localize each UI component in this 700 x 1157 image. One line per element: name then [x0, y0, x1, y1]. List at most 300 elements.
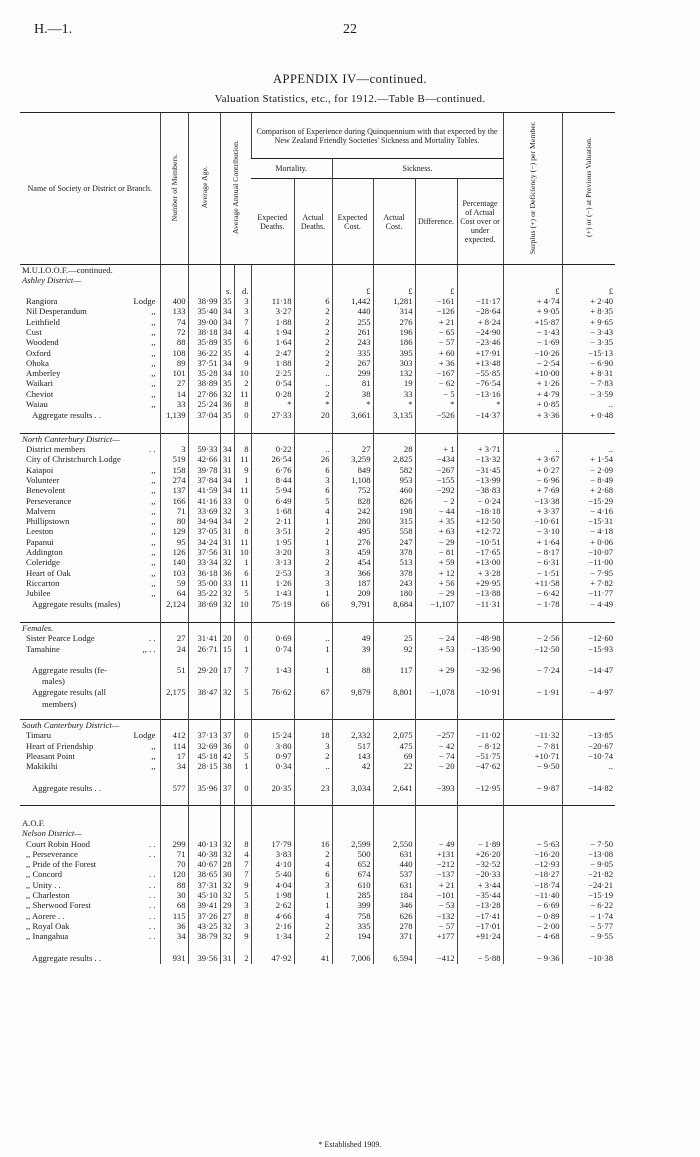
cell-ec	[332, 709, 373, 720]
cell-pv: + 7·82	[562, 578, 615, 588]
cell-sp	[503, 818, 562, 828]
cell-ec	[332, 771, 373, 781]
cell-ad: 3	[294, 741, 332, 751]
cell-s: 34	[220, 516, 234, 526]
table-row	[20, 644, 615, 654]
cell-pc: +12·50	[457, 516, 503, 526]
cell-ac	[373, 433, 415, 444]
col-percentage: Percentage of Actual Cost over or under expected.	[457, 179, 503, 265]
cell-sp: +15·87	[503, 316, 562, 326]
col-sickness: Sickness.	[332, 159, 503, 179]
cell-df: −434	[415, 454, 457, 464]
cell-ad	[294, 794, 332, 806]
cell-ad	[294, 421, 332, 433]
cell-pv: − 3·35	[562, 337, 615, 347]
cell-ac: 513	[373, 557, 415, 567]
row-label	[20, 421, 160, 433]
cell-ec	[332, 622, 373, 633]
cell-df: + 1	[415, 444, 457, 454]
table-row	[20, 506, 615, 516]
cell-ad	[294, 719, 332, 730]
row-label: ,, Sherwood Forest . .	[26, 900, 156, 911]
cell-a: 28·15	[188, 761, 220, 771]
cell-d: 11	[234, 485, 251, 495]
cell-a	[188, 433, 220, 444]
cell-sp: −18·27	[503, 869, 562, 879]
cell-ad: 2	[294, 751, 332, 761]
cell-ad: *	[294, 399, 332, 409]
table-row	[20, 730, 615, 740]
row-label: Jubilee ,,	[26, 588, 156, 599]
cell-ac: 303	[373, 358, 415, 368]
cell-ed: 1·64	[251, 337, 294, 347]
cell-s	[220, 622, 234, 633]
cell-m: 24	[160, 644, 188, 654]
cell-ad: 6	[294, 485, 332, 495]
cell-s: 42	[220, 751, 234, 761]
table-row	[20, 306, 615, 316]
cell-d	[234, 941, 251, 951]
cell-sp: − 1·91	[503, 686, 562, 698]
cell-ad: 2	[294, 849, 332, 859]
col-prev-val: (+) or (−) at Previous Valuation.	[562, 113, 615, 265]
cell-ac: 631	[373, 880, 415, 890]
cell-df	[415, 610, 457, 622]
cell-sp: − 6·42	[503, 588, 562, 598]
cell-ec	[332, 275, 373, 285]
cell-ad: ..	[294, 633, 332, 643]
cell-pv: −20·67	[562, 741, 615, 751]
cell-d	[234, 719, 251, 730]
cell-s: 29	[220, 900, 234, 910]
cell-s: 34	[220, 358, 234, 368]
cell-s: 32	[220, 557, 234, 567]
cell-pc: + 8·24	[457, 316, 503, 326]
cell-sp: + 4·74	[503, 296, 562, 306]
cell-m	[160, 771, 188, 781]
cell-ed: 0·74	[251, 644, 294, 654]
cell-ed: 15·24	[251, 730, 294, 740]
cell-ac: 558	[373, 526, 415, 536]
table-row	[20, 358, 615, 368]
col-comparison: Comparison of Experience during Quinquennium with that expected by the New Zealand Friendly Societies' Sickness and Mortality Tables.	[251, 113, 503, 159]
cell-a: 38·99	[188, 296, 220, 306]
section-row	[20, 818, 615, 828]
cell-pv: −15·31	[562, 516, 615, 526]
table-row	[20, 465, 615, 475]
cell-pc: + 3·28	[457, 568, 503, 578]
cell-s	[220, 818, 234, 828]
cell-sp: −16·20	[503, 849, 562, 859]
cell-df	[415, 698, 457, 708]
cell-s	[220, 828, 234, 838]
cell-ed: 1·26	[251, 578, 294, 588]
cell-ad: ..	[294, 368, 332, 378]
table-row	[20, 378, 615, 388]
cell-ec	[332, 698, 373, 708]
cell-pc: −10·91	[457, 686, 503, 698]
cell-df: −167	[415, 368, 457, 378]
cell-pv: − 4·18	[562, 526, 615, 536]
row-label: ,, Inangahua . .	[26, 931, 156, 942]
cell-df: −1,107	[415, 598, 457, 610]
cell-a: 40·13	[188, 838, 220, 848]
cell-ac	[373, 676, 415, 686]
cell-ac: 582	[373, 465, 415, 475]
cell-ac: 2,825	[373, 454, 415, 464]
cell-ec: 2,599	[332, 838, 373, 848]
cell-d: 1	[234, 557, 251, 567]
cell-m: 577	[160, 782, 188, 794]
cell-ad: 41	[294, 952, 332, 964]
cell-a: 36·22	[188, 347, 220, 357]
cell-sp	[503, 610, 562, 622]
table-row	[20, 337, 615, 347]
cell-ed: 3·51	[251, 526, 294, 536]
cell-df: −137	[415, 869, 457, 879]
cell-m: 34	[160, 761, 188, 771]
cell-d	[234, 622, 251, 633]
cell-s: 34	[220, 327, 234, 337]
cell-pv: + 9·65	[562, 316, 615, 326]
cell-m: 59	[160, 578, 188, 588]
table-row	[20, 485, 615, 495]
cell-sp: +10·00	[503, 368, 562, 378]
cell-ed	[251, 794, 294, 806]
cell-a: 35·22	[188, 588, 220, 598]
cell-ac: 28	[373, 444, 415, 454]
cell-s: 32	[220, 921, 234, 931]
cell-a: 37·04	[188, 409, 220, 421]
cell-ec: 828	[332, 495, 373, 505]
cell-a: 25·24	[188, 399, 220, 409]
table-row	[20, 547, 615, 557]
cell-ad: 2	[294, 358, 332, 368]
cell-ed	[251, 806, 294, 818]
row-label: Aggregate results (all	[32, 687, 106, 698]
cell-ac: 33	[373, 389, 415, 399]
cell-sp: − 1·78	[503, 598, 562, 610]
cell-ac	[373, 275, 415, 285]
cell-pc: − 8·12	[457, 741, 503, 751]
cell-sp: −12·50	[503, 644, 562, 654]
col-contribution: Average Annual Contribution.	[220, 113, 251, 265]
cell-sp: − 0·89	[503, 910, 562, 920]
cell-d: 5	[234, 890, 251, 900]
row-label: Heart of Oak ,,	[26, 567, 156, 578]
cell-d: 0	[234, 782, 251, 794]
cell-m: 17	[160, 751, 188, 761]
cell-m	[160, 698, 188, 708]
cell-ed	[251, 265, 294, 276]
row-label: Aggregate results . .	[32, 410, 101, 421]
cell-pc: −11·17	[457, 296, 503, 306]
cell-ec: 849	[332, 465, 373, 475]
cell-d: 0	[234, 495, 251, 505]
row-label: Ashley District—	[22, 275, 81, 286]
cell-s	[220, 698, 234, 708]
cell-pc	[457, 806, 503, 818]
cell-ac: 6,594	[373, 952, 415, 964]
cell-d: 8	[234, 399, 251, 409]
cell-sp: − 7·24	[503, 664, 562, 676]
cell-a: 37·05	[188, 526, 220, 536]
cell-df: − 29	[415, 537, 457, 547]
cell-ec: 243	[332, 337, 373, 347]
cell-pc: −48·98	[457, 633, 503, 643]
cell-d: 10	[234, 368, 251, 378]
row-label	[20, 941, 160, 951]
aggregate-row	[20, 686, 615, 698]
cell-ad	[294, 654, 332, 664]
cell-ac: 196	[373, 327, 415, 337]
cell-m: 120	[160, 869, 188, 879]
cell-ac: 8,801	[373, 686, 415, 698]
cell-df	[415, 719, 457, 730]
cell-s: 32	[220, 506, 234, 516]
cell-ec: 454	[332, 557, 373, 567]
cell-pc: −17·65	[457, 547, 503, 557]
cell-sp	[503, 654, 562, 664]
cell-ec: 610	[332, 880, 373, 890]
table-row	[20, 838, 615, 848]
cell-pv: ..	[562, 761, 615, 771]
cell-ad: 23	[294, 782, 332, 794]
row-label: Waiau ,,	[26, 399, 156, 409]
row-label: Volunteer ,,	[26, 474, 156, 485]
cell-m	[160, 610, 188, 622]
cell-m: 3	[160, 444, 188, 454]
row-label: Females.	[20, 622, 160, 633]
section-row	[20, 828, 615, 838]
cell-s	[220, 794, 234, 806]
cell-m: 114	[160, 741, 188, 751]
cell-m: 108	[160, 347, 188, 357]
cell-ad: 6	[294, 869, 332, 879]
cell-a: 33·34	[188, 557, 220, 567]
cell-d	[234, 676, 251, 686]
cell-ed: 2·47	[251, 347, 294, 357]
cell-ed	[251, 433, 294, 444]
cell-df: −1,078	[415, 686, 457, 698]
cell-ed	[251, 698, 294, 708]
cell-sp	[503, 828, 562, 838]
cell-d: 3	[234, 900, 251, 910]
cell-pv: + 8·31	[562, 368, 615, 378]
cell-ec	[332, 654, 373, 664]
table-row	[20, 516, 615, 526]
cell-pc	[457, 794, 503, 806]
cell-a	[188, 719, 220, 730]
cell-ad	[294, 622, 332, 633]
cell-ed: 5·94	[251, 485, 294, 495]
cell-ad: 2	[294, 931, 332, 941]
cell-a	[188, 818, 220, 828]
cell-pv: − 3·43	[562, 327, 615, 337]
cell-sp	[503, 709, 562, 720]
cell-ed: 1·95	[251, 537, 294, 547]
cell-a	[188, 421, 220, 433]
cell-ad	[294, 610, 332, 622]
cell-sp: −11·32	[503, 730, 562, 740]
cell-sp: − 1·43	[503, 327, 562, 337]
cell-a	[188, 828, 220, 838]
cell-s: 34	[220, 306, 234, 316]
cell-a: 38·18	[188, 327, 220, 337]
cell-ec: 3,034	[332, 782, 373, 794]
cell-pv: − 2·09	[562, 465, 615, 475]
cell-d: 0	[234, 409, 251, 421]
cell-ed	[251, 622, 294, 633]
cell-ec: 9,791	[332, 598, 373, 610]
cell-m: 74	[160, 316, 188, 326]
cell-d	[234, 794, 251, 806]
cell-df: −126	[415, 306, 457, 316]
cell-ad: 3	[294, 547, 332, 557]
cell-pv: −14·82	[562, 782, 615, 794]
cell-pv	[562, 709, 615, 720]
table-row	[20, 578, 615, 588]
cell-pv	[562, 433, 615, 444]
cell-ec: 81	[332, 378, 373, 388]
cell-ad: 16	[294, 838, 332, 848]
cell-pc: −13·99	[457, 475, 503, 485]
cell-ec: 255	[332, 316, 373, 326]
cell-a: 38·89	[188, 378, 220, 388]
cell-d: 5	[234, 686, 251, 698]
cell-ed: 0·69	[251, 633, 294, 643]
cell-ed: 2·16	[251, 921, 294, 931]
cell-s: 34	[220, 485, 234, 495]
cell-pv	[562, 806, 615, 818]
cell-ec: 399	[332, 900, 373, 910]
cell-sp: − 9·50	[503, 761, 562, 771]
cell-m	[160, 421, 188, 433]
cell-pv: −13·08	[562, 849, 615, 859]
row-label	[20, 610, 160, 622]
cell-pv: −11·77	[562, 588, 615, 598]
cell-ec: 3,259	[332, 454, 373, 464]
cell-pv: + 1·54	[562, 454, 615, 464]
cell-pv: + 2·68	[562, 485, 615, 495]
cell-ac	[373, 719, 415, 730]
cell-s	[220, 654, 234, 664]
cell-m	[160, 275, 188, 285]
cell-m: 274	[160, 475, 188, 485]
row-label: Makikihi ,,	[26, 761, 156, 772]
cell-sp	[503, 421, 562, 433]
cell-ad: 6	[294, 296, 332, 306]
cell-ad: 2	[294, 921, 332, 931]
cell-ed	[251, 654, 294, 664]
cell-sp: −10·61	[503, 516, 562, 526]
cell-s: 30	[220, 869, 234, 879]
cell-a: 35·28	[188, 368, 220, 378]
cell-sp: − 6·31	[503, 557, 562, 567]
cell-df: + 60	[415, 347, 457, 357]
cell-df: − 65	[415, 327, 457, 337]
cell-ec: 752	[332, 485, 373, 495]
cell-pc: −17·41	[457, 910, 503, 920]
cell-d: 4	[234, 347, 251, 357]
cell-s	[220, 719, 234, 730]
cell-pc: −14·37	[457, 409, 503, 421]
cell-ad: 4	[294, 859, 332, 869]
cell-d: 8	[234, 910, 251, 920]
cell-ac: 440	[373, 859, 415, 869]
unit-pence: d.	[234, 286, 251, 296]
cell-s	[220, 941, 234, 951]
table-row	[20, 568, 615, 578]
cell-ad: 1	[294, 516, 332, 526]
cell-ed: 1·34	[251, 931, 294, 941]
cell-ac: 278	[373, 921, 415, 931]
cell-m: 88	[160, 880, 188, 890]
cell-ec	[332, 794, 373, 806]
cell-pv	[562, 622, 615, 633]
cell-s: 36	[220, 741, 234, 751]
cell-ed: 1·88	[251, 316, 294, 326]
cell-df: −412	[415, 952, 457, 964]
cell-ac	[373, 941, 415, 951]
cell-pv: + 2·40	[562, 296, 615, 306]
table-row	[20, 890, 615, 900]
cell-ac: *	[373, 399, 415, 409]
cell-d: 3	[234, 921, 251, 931]
col-exp-deaths: Expected Deaths.	[251, 179, 294, 265]
cell-pc: − 0·24	[457, 495, 503, 505]
cell-a: 40·67	[188, 859, 220, 869]
cell-m: 36	[160, 921, 188, 931]
cell-d: 6	[234, 568, 251, 578]
cell-ad	[294, 806, 332, 818]
cell-s: 31	[220, 537, 234, 547]
cell-d	[234, 806, 251, 818]
cell-pv	[562, 610, 615, 622]
table-row	[20, 761, 615, 771]
cell-df: −393	[415, 782, 457, 794]
cell-a: 43·25	[188, 921, 220, 931]
cell-a: 35·40	[188, 306, 220, 316]
cell-s: 34	[220, 475, 234, 485]
aggregate-row	[20, 664, 615, 676]
cell-d: 0	[234, 730, 251, 740]
cell-ed: 47·92	[251, 952, 294, 964]
row-label: Kaiapoi ,,	[26, 464, 156, 475]
cell-ec: 3,661	[332, 409, 373, 421]
cell-sp	[503, 941, 562, 951]
cell-ec	[332, 610, 373, 622]
cell-ec: 335	[332, 921, 373, 931]
cell-pv: − 8·49	[562, 475, 615, 485]
row-label: Timaru Lodge	[26, 730, 156, 741]
section-row	[20, 610, 615, 622]
cell-ec: 495	[332, 526, 373, 536]
cell-pv: + 8·35	[562, 306, 615, 316]
cell-m: 27	[160, 633, 188, 643]
cell-ad	[294, 828, 332, 838]
cell-a	[188, 794, 220, 806]
cell-s: 37	[220, 730, 234, 740]
cell-ec	[332, 828, 373, 838]
section-row	[20, 806, 615, 818]
cell-s: 35	[220, 378, 234, 388]
cell-m: 140	[160, 557, 188, 567]
cell-sp: − 1·51	[503, 568, 562, 578]
cell-pc: −32·96	[457, 664, 503, 676]
cell-d: 3	[234, 296, 251, 306]
cell-pc	[457, 676, 503, 686]
